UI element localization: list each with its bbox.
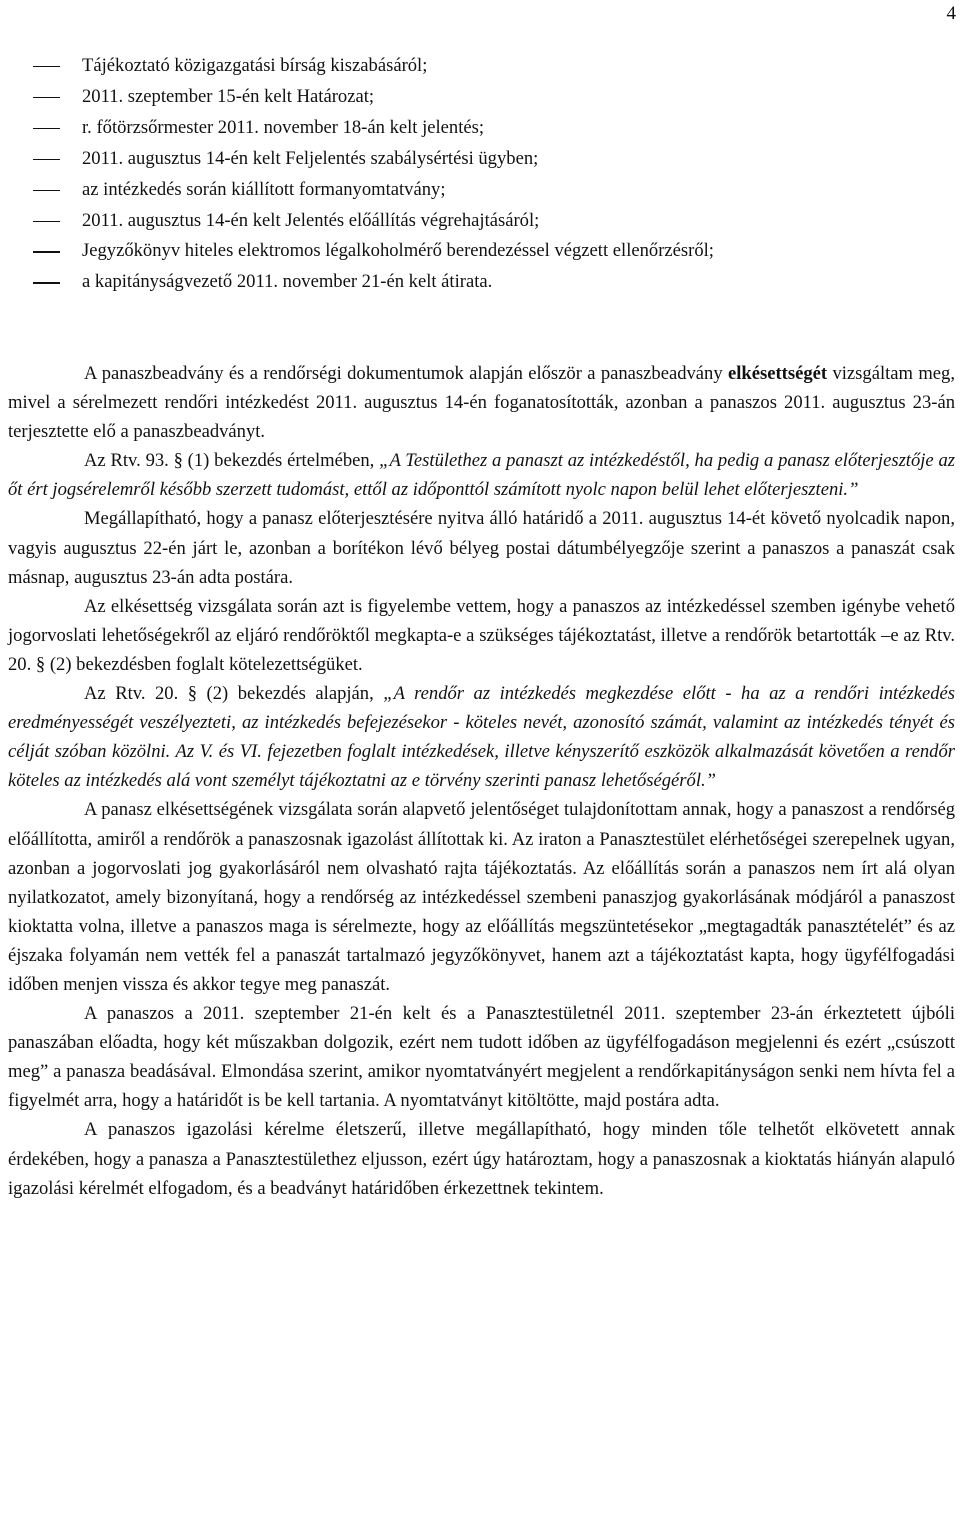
dash-bullet [33,190,60,191]
list-item-text: Jegyzőkönyv hiteles elektromos légalkoholmérő berendezéssel végzett ellenőrzésről; [82,240,714,262]
list-item [33,113,953,144]
list-item-text: a kapitányságvezető 2011. november 21-én kelt átirata. [82,271,493,293]
legal-quote: „A Testülethez a panaszt az intézkedéstől, ha pedig a panasz előterjesztője az őt ért jogsérelemről később szerzett tudomást, ettől az időponttól számított nyolc napon belül lehet előterjeszteni.” [8,450,956,501]
dash-bullet [33,221,60,222]
dash-bullet [33,128,60,129]
list-item-text: Tájékoztató közigazgatási bírság kiszabásáról; [82,55,428,76]
list-item [33,175,953,206]
list-item-text: 2011. szeptember 15-én kelt Határozat; [82,85,375,107]
paragraph-elkesettseg [8,359,955,446]
dash-bullet [33,66,60,67]
emphasis-text: elkésettségét [727,363,828,384]
dash-bullet [33,282,60,283]
list-item [33,206,953,237]
list-item [33,236,953,267]
list-item-text: az intézkedés során kiállított formanyomtatvány; [82,178,446,200]
paragraph-text: A panaszbeadvány és a rendőrségi dokumentumok alapján először a panaszbeadvány [84,363,728,384]
paragraph-igazolasi-kerelem: A panaszos igazolási kérelme életszerű, illetve megállapítható, hogy minden tőle telhetőt elkövetett annak érdekében, hogy a panasza a Panasztestülethez eljusson, ezért úgy határoztam, hogy a panaszosnak a kioktatás hiányán alapuló igazolási kérelmét elfogadom, és a beadványt határidőben érkezettnek tekintem. [8,1119,955,1199]
legal-quote: „A rendőr az intézkedés megkezdése előtt - ha az a rendőri intézkedés eredményességét veszélyezteti, az intézkedés befejezésekor - köteles nevét, azonosító számát, valamint az intézkedés tényét és célját szóban közölni. Az V. és VI. fejezetben foglalt intézkedések, illetve kényszerítő eszközök alkalmazását követően a rendőr köteles az intézkedés alá vont személyt tájékoztatni az e törvény szerinti panasz lehetőségéről.” [8,683,955,792]
list-item-text: r. főtörzsőrmester 2011. november 18-án kelt jelentés; [82,116,485,138]
list-item-text: 2011. augusztus 14-én kelt Jelentés előállítás végrehajtásáról; [82,209,540,231]
document-list [33,51,953,298]
paragraph-rtv-93 [8,446,955,504]
paragraph-text: vizsgáltam meg, mivel a sérelmezett rendőri intézkedést 2011. augusztus 14-én foganatosították, azonban a panaszos 2011. augusztus 23-án terjesztette elő a panaszbeadványt. [8,363,955,443]
list-item [33,267,953,298]
paragraph-eloallitas: A panasz elkésettségének vizsgálata során alapvető jelentőséget tulajdonítottam annak, hogy a panaszost a rendőrség előállította, amiről a rendőrök a panaszosnak igazolást állítottak ki. Az iraton a Panasztestület elérhetőségei szerepelnek ugyan, azonban a jogorvoslati jog gyakorlásáról nem olvasható rajta tájékoztatás. Az előállítás során a panaszos nem írt alá olyan nyilatkozatot, amely bizonyítaná, hogy a rendőrség az intézkedéssel szembeni panaszjog gyakorlásának módjáról a panaszost kioktatta volna, illetve a panaszos maga is sérelmezte, hogy az előállítás megszüntetésekor „megtagadták panasztételét” és az éjszaka folyamán nem vették fel a panaszát tartalmazó jegyzőkönyvet, hanem azt a tájékoztatást kapta, hogy ügyfélfogadási időben menjen vissza és akkor tegye meg panaszát. [8,799,955,995]
paragraph-text: Az Rtv. 20. § (2) bekezdés alapján, [84,683,384,705]
list-item [33,82,953,113]
list-item [33,51,953,82]
dash-bullet [33,251,60,252]
body-text [8,359,955,1203]
dash-bullet [33,159,60,160]
page-number: 4 [946,3,956,24]
list-item-text: 2011. augusztus 14-én kelt Feljelentés szabálysértési ügyben; [82,147,539,169]
paragraph-hatarido: Megállapítható, hogy a panasz előterjesztésére nyitva álló határidő a 2011. augusztus 14-ét követő nyolcadik napon, vagyis augusztus 22-én járt le, azonban a borítékon lévő bélyeg postai dátumbélyegzője szerint a panaszos a panaszát csak másnap, augusztus 23-án adta postára. [8,508,955,588]
paragraph-rtv-20 [8,679,955,795]
paragraph-jogorvoslat: Az elkésettség vizsgálata során azt is figyelembe vettem, hogy a panaszos az intézkedéssel szemben igénybe vehető jogorvoslati lehetőségekről az eljáró rendőröktől megkapta-e a szükséges tájékoztatást, illetve a rendőrök betartották –e az Rtv. 20. § (2) bekezdésben foglalt kötelezettségüket. [8,595,955,675]
paragraph-ujboli-panasz: A panaszos a 2011. szeptember 21-én kelt és a Panasztestületnél 2011. szeptember 23-án érkeztetett újbóli panaszában előadta, hogy két műszakban dolgozik, ezért nem tudott időben az ügyfélfogadáson megjelenni és ezért „csúszott meg” a panasza beadásával. Elmondása szerint, amikor nyomtatványért megjelent a rendőrkapitányságon senki nem hívta fel a figyelmét arra, hogy a határidőt is be kell tartania. A nyomtatványt kitöltötte, majd postára adta. [8,1003,955,1112]
dash-bullet [33,97,60,98]
paragraph-text: Az Rtv. 93. § (1) bekezdés értelmében, [84,450,380,472]
list-item [33,144,953,175]
